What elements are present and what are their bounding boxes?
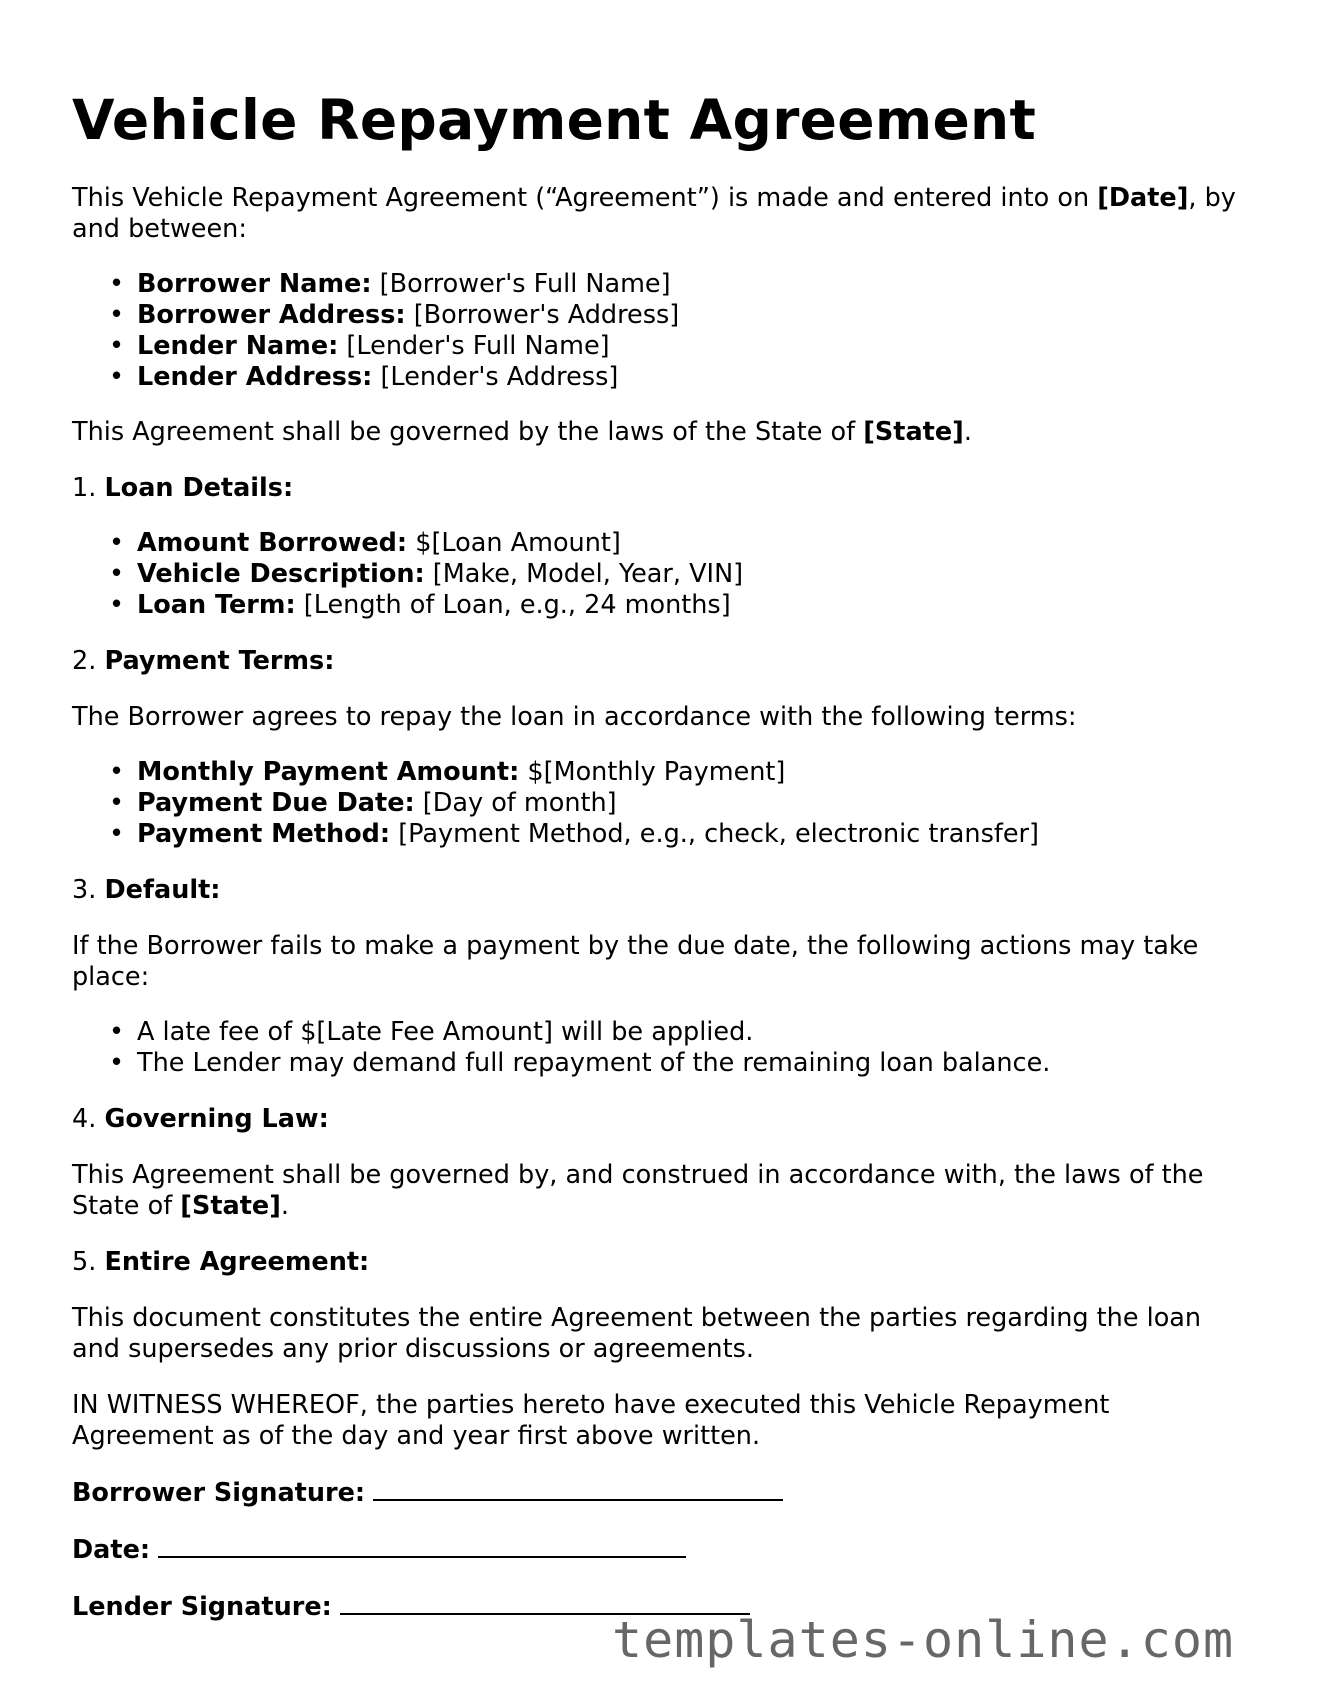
borrower-signature-line: [72, 1478, 1252, 1509]
list-item: [137, 331, 1252, 362]
section-title: Default:: [104, 875, 221, 905]
section-heading-default: [72, 875, 1252, 906]
loan-details-list: [72, 528, 1252, 621]
party-label: Lender Address:: [137, 362, 373, 392]
item-label: Vehicle Description:: [137, 559, 425, 589]
list-item: • A late fee of $[Late Fee Amount] will be applied.: [137, 1017, 1252, 1048]
list-item: [137, 269, 1252, 300]
governing-intro-end: .: [963, 417, 972, 447]
state-placeholder: [State]: [863, 417, 964, 447]
parties-list: [72, 269, 1252, 393]
list-item: [137, 819, 1252, 850]
state-placeholder: [State]: [180, 1191, 281, 1221]
lender-signature-label: Lender Signature:: [72, 1592, 332, 1622]
party-value: [Lender's Address]: [372, 362, 619, 392]
default-paragraph: If the Borrower fails to make a payment by the due date, the following actions may take place:: [72, 931, 1199, 992]
payment-terms-paragraph: The Borrower agrees to repay the loan in accordance with the following terms:: [72, 702, 1077, 732]
intro-text-before: This Vehicle Repayment Agreement (“Agreement”) is made and entered into on: [72, 183, 1098, 213]
list-item: [137, 362, 1252, 393]
section-number: 3.: [72, 875, 105, 905]
payment-terms-list: [72, 757, 1252, 850]
governing-intro-paragraph: [72, 417, 1252, 448]
date-line: [72, 1535, 1252, 1566]
item-label: Payment Due Date:: [137, 788, 415, 818]
section-title: Entire Agreement:: [104, 1247, 370, 1277]
party-value: [Borrower's Full Name]: [371, 269, 671, 299]
borrower-signature-label: Borrower Signature:: [72, 1478, 366, 1508]
party-value: [Borrower's Address]: [405, 300, 680, 330]
section-number: 4.: [72, 1104, 105, 1134]
party-label: Borrower Name:: [137, 269, 372, 299]
item-label: Monthly Payment Amount:: [137, 757, 520, 787]
party-value: [Lender's Full Name]: [338, 331, 610, 361]
item-label: Amount Borrowed:: [137, 528, 408, 558]
date-field[interactable]: [158, 1536, 686, 1558]
date-label: Date:: [72, 1535, 151, 1565]
list-item: [137, 590, 1252, 621]
section-title: Governing Law:: [104, 1104, 329, 1134]
governing-intro-text: This Agreement shall be governed by the laws of the State of: [72, 417, 864, 447]
intro-paragraph: [72, 183, 1252, 245]
intro-text-after: , by and between:: [72, 183, 1236, 244]
party-label: Lender Name:: [137, 331, 339, 361]
document-page: [72, 0, 1252, 1623]
section-number: 2.: [72, 646, 105, 676]
item-value: [Day of month]: [414, 788, 617, 818]
governing-law-end: .: [280, 1191, 289, 1221]
section-number: 5.: [72, 1247, 105, 1277]
section-heading-governing-law: [72, 1104, 1252, 1135]
item-label: Loan Term:: [137, 590, 296, 620]
item-value: [Length of Loan, e.g., 24 months]: [295, 590, 731, 620]
list-item: [137, 788, 1252, 819]
section-heading-loan-details: [72, 473, 1252, 504]
watermark: templates-online.com: [612, 1611, 1235, 1669]
section-title: Loan Details:: [104, 473, 294, 503]
section-number: 1.: [72, 473, 105, 503]
entire-agreement-paragraph: This document constitutes the entire Agreement between the parties regarding the loan and supersedes any prior discussions or agreements.: [72, 1303, 1202, 1364]
item-value: $[Loan Amount]: [407, 528, 621, 558]
section-title: Payment Terms:: [104, 646, 335, 676]
item-value: [Payment Method, e.g., check, electronic transfer]: [390, 819, 1039, 849]
governing-law-text: This Agreement shall be governed by, and construed in accordance with, the laws of the State of: [72, 1160, 1204, 1221]
party-label: Borrower Address:: [137, 300, 406, 330]
witness-paragraph: IN WITNESS WHEREOF, the parties hereto have executed this Vehicle Repayment Agreement as of the day and year first above written.: [72, 1390, 1110, 1451]
list-item: [137, 559, 1252, 590]
list-item: • The Lender may demand full repayment of the remaining loan balance.: [137, 1048, 1252, 1079]
section-heading-entire-agreement: [72, 1247, 1252, 1278]
borrower-signature-field[interactable]: [373, 1479, 783, 1501]
item-value: $[Monthly Payment]: [519, 757, 786, 787]
date-placeholder: [Date]: [1097, 183, 1189, 213]
list-item: [137, 528, 1252, 559]
section-heading-payment-terms: [72, 646, 1252, 677]
default-actions-list: [72, 1017, 1252, 1079]
list-item: [137, 300, 1252, 331]
document-title: Vehicle Repayment Agreement: [72, 88, 1037, 152]
item-label: Payment Method:: [137, 819, 391, 849]
governing-law-paragraph: [72, 1160, 1252, 1222]
item-value: [Make, Model, Year, VIN]: [424, 559, 744, 589]
list-item: [137, 757, 1252, 788]
